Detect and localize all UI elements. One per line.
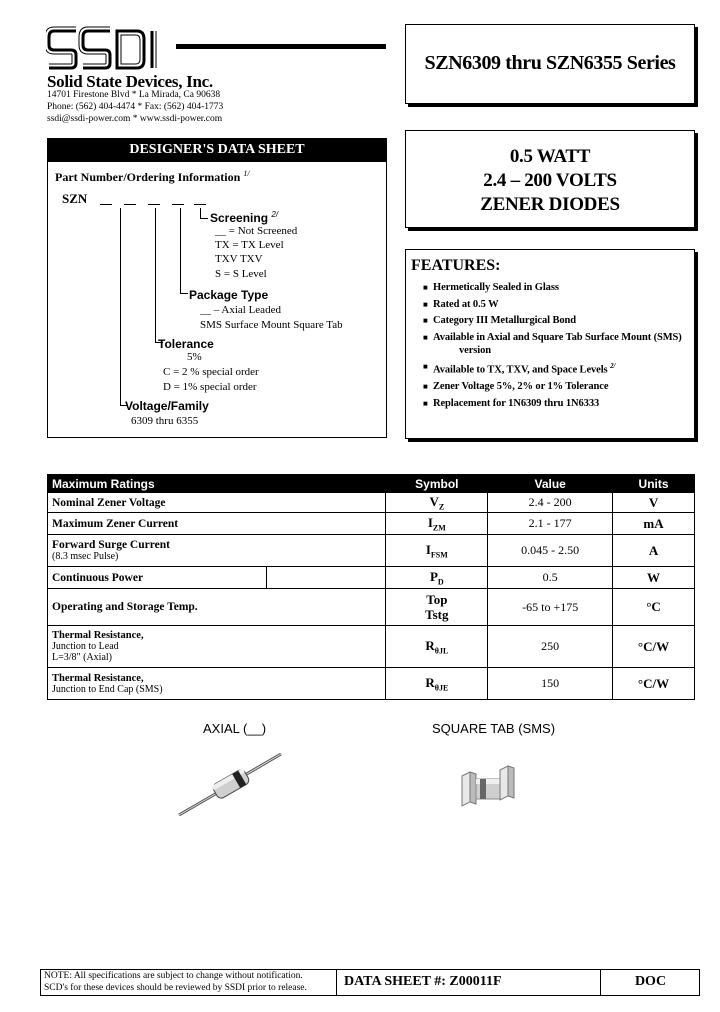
tolerance-option: D = 1% special order bbox=[163, 381, 257, 393]
ssdi-logo bbox=[46, 25, 181, 73]
company-address: 14701 Firestone Blvd * La Mirada, Ca 90638 bbox=[47, 90, 221, 100]
table-row bbox=[48, 567, 695, 589]
col-header-units: Units bbox=[613, 475, 695, 493]
table-row bbox=[48, 513, 695, 535]
features-title: FEATURES: bbox=[411, 257, 501, 274]
row-symbol: $I_{FSM}$ bbox=[386, 535, 488, 567]
row-value: 0.045 - 2.50 bbox=[488, 535, 613, 567]
row-symbol: $V_Z$ bbox=[386, 493, 488, 513]
tolerance-label: Tolerance bbox=[158, 337, 214, 351]
part-prefix: SZN bbox=[62, 191, 88, 206]
axial-diode-drawing bbox=[175, 745, 285, 820]
row-param: Nominal Zener Voltage bbox=[48, 493, 386, 513]
company-name: Solid State Devices, Inc. bbox=[47, 72, 213, 91]
spec-power: 0.5 WATT bbox=[509, 146, 591, 167]
row-value: 250 bbox=[488, 626, 613, 668]
series-title: SZN6309 thru SZN6355 Series bbox=[424, 52, 676, 74]
feature-item: ■ Available in Axial and Square Tab Surface Mount (SMS) bbox=[423, 331, 682, 343]
ordering-title: Part Number/Ordering Information $^{1/}$ bbox=[55, 169, 250, 184]
package-option: SMS Surface Mount Square Tab bbox=[200, 319, 343, 331]
col-header-symbol: Symbol bbox=[386, 475, 488, 493]
row-value: 2.1 - 177 bbox=[488, 513, 613, 535]
row-unit: W bbox=[613, 567, 695, 589]
feature-item: ■ Zener Voltage 5%, 2% or 1% Tolerance bbox=[423, 381, 609, 392]
sms-package-label: SQUARE TAB (SMS) bbox=[432, 721, 556, 736]
col-header-param: Maximum Ratings bbox=[48, 475, 386, 493]
screening-option: TX = TX Level bbox=[215, 239, 284, 251]
company-web: ssdi@ssdi-power.com * www.ssdi-power.com bbox=[47, 114, 223, 124]
row-param: Thermal Resistance, Junction to Lead L=3/8" (Axial) bbox=[48, 626, 386, 668]
doc-label: DOC bbox=[634, 974, 667, 989]
voltage-family-label: Voltage/Family bbox=[125, 399, 209, 413]
sms-diode-drawing bbox=[458, 762, 520, 812]
row-param: Continuous Power bbox=[48, 567, 386, 589]
row-param: Operating and Storage Temp. bbox=[48, 589, 386, 626]
row-symbol: $I_{ZM}$ bbox=[386, 513, 488, 535]
table-header-row bbox=[48, 475, 695, 493]
footer-note: NOTE: All specifications are subject to change without notification. SCD's for these devices should be reviewed by SSDI prior to release. bbox=[44, 971, 307, 993]
row-unit: °C/W bbox=[613, 626, 695, 668]
table-row bbox=[48, 535, 695, 567]
spec-voltage: 2.4 – 200 VOLTS bbox=[483, 170, 617, 191]
feature-item: ■ Hermetically Sealed in Glass bbox=[423, 282, 559, 293]
row-param: Forward Surge Current (8.3 msec Pulse) bbox=[48, 535, 386, 567]
row-symbol: $R_{\theta JE}$ bbox=[386, 668, 488, 700]
series-title-box bbox=[405, 24, 695, 104]
feature-item: ■ Replacement for 1N6309 thru 1N6333 bbox=[423, 397, 600, 409]
package-type-label: Package Type bbox=[189, 288, 269, 302]
package-option: __ – Axial Leaded bbox=[200, 304, 281, 316]
maximum-ratings-table bbox=[47, 474, 695, 700]
screening-option: TXV TXV bbox=[215, 253, 263, 265]
tolerance-option: 5% bbox=[187, 351, 202, 363]
row-symbol: $P_D$ bbox=[386, 567, 488, 589]
row-unit: °C/W bbox=[613, 668, 695, 700]
row-unit: A bbox=[613, 535, 695, 567]
specs-box bbox=[405, 130, 695, 228]
datasheet-number: DATA SHEET #: Z00011F bbox=[344, 974, 502, 989]
feature-item-continued: version bbox=[459, 344, 491, 356]
row-value: 2.4 - 200 bbox=[488, 493, 613, 513]
row-unit: °C bbox=[613, 589, 695, 626]
col-header-value: Value bbox=[488, 475, 613, 493]
logo-rule bbox=[176, 44, 386, 49]
row-param: Thermal Resistance, Junction to End Cap (SMS) bbox=[48, 668, 386, 700]
table-row bbox=[48, 626, 695, 668]
row-value: 150 bbox=[488, 668, 613, 700]
feature-item: ■ Available to TX, TXV, and Space Levels $^{2/}$ bbox=[423, 362, 616, 376]
row-unit: V bbox=[613, 493, 695, 513]
spec-type: ZENER DIODES bbox=[480, 194, 620, 215]
features-box bbox=[405, 249, 695, 439]
screening-option: S = S Level bbox=[215, 268, 267, 280]
designer-data-sheet-header: DESIGNER'S DATA SHEET bbox=[47, 138, 387, 162]
feature-item: ■ Category III Metallurgical Bond bbox=[423, 315, 577, 326]
row-value: 0.5 bbox=[488, 567, 613, 589]
feature-item: ■ Rated at 0.5 W bbox=[423, 298, 499, 310]
table-row bbox=[48, 589, 695, 626]
axial-package-label: AXIAL (__) bbox=[203, 721, 267, 736]
voltage-family-option: 6309 thru 6355 bbox=[131, 415, 199, 427]
row-symbol: Top Tstg bbox=[386, 589, 488, 626]
tolerance-option: C = 2 % special order bbox=[163, 366, 259, 378]
table-row bbox=[48, 493, 695, 513]
company-phone: Phone: (562) 404-4474 * Fax: (562) 404-1773 bbox=[47, 102, 224, 112]
table-row bbox=[48, 668, 695, 700]
row-symbol: $R_{\theta JL}$ bbox=[386, 626, 488, 668]
screening-option: __ = Not Screened bbox=[215, 225, 298, 237]
row-unit: mA bbox=[613, 513, 695, 535]
row-value: -65 to +175 bbox=[488, 589, 613, 626]
screening-label: Screening $^{2/}$ bbox=[210, 210, 279, 225]
row-param: Maximum Zener Current bbox=[48, 513, 386, 535]
